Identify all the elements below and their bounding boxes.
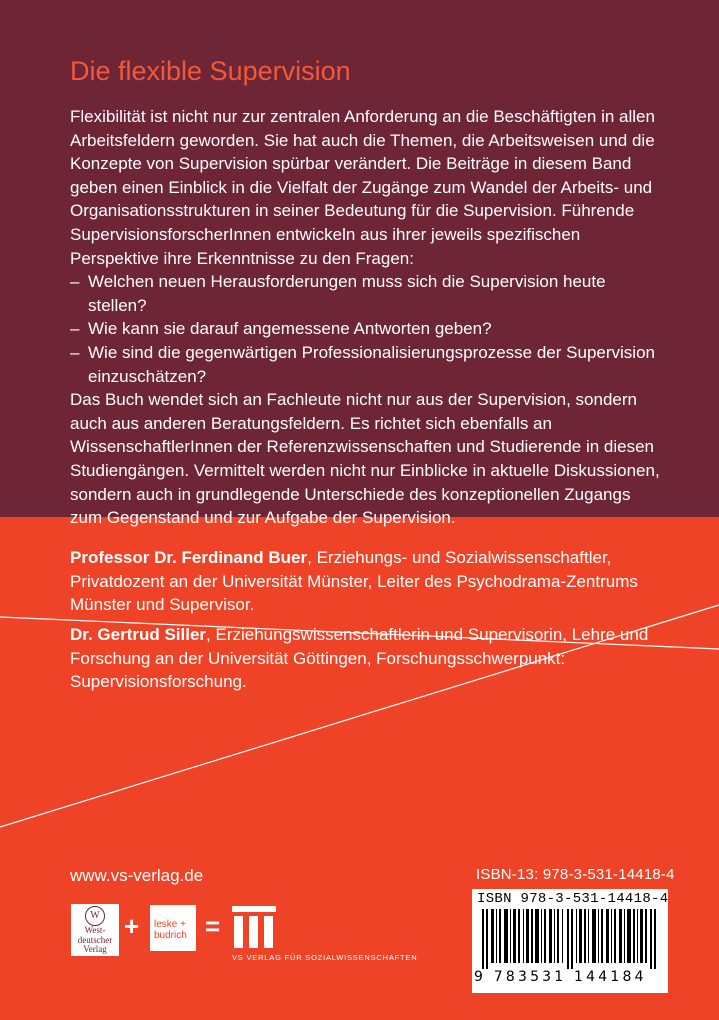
question-item: – Wie sind die gegenwärtigen Professionalisierungsprozesse der Supervision einzuschätzen? xyxy=(70,341,660,388)
question-item: – Wie kann sie darauf angemessene Antworten geben? xyxy=(70,317,660,341)
barcode xyxy=(472,889,668,993)
author-buer xyxy=(70,546,660,617)
leske-budrich-logo: leske + budrich xyxy=(150,905,196,951)
barcode-bars xyxy=(482,909,662,969)
book-title: Die flexible Supervision xyxy=(70,56,351,86)
plus-sign: + xyxy=(124,911,140,941)
blurb-intro: Flexibilität ist nicht nur zur zentralen Anforderung an die Beschäftigten in allen Arbeitsfeldern geworden. Sie hat auch die Themen, die Arbeitsweisen und die Konzepte von Supervision spürbar verändert. Die Beiträge in diesem Band geben einen Einblick in die Vielfalt der Zugänge zum Wandel der Arbeits- und Organisationsstrukturen in seiner Bedeutung für die Supervision. Führende SupervisionsforscherInnen entwickeln aus ihrer jeweils spezifischen Perspektive ihre Erkenntnisse zu den Fragen: xyxy=(70,107,655,268)
author-bio: , Erziehungswissenschaftlerin und Supervisorin, Lehre und Forschung an der Universität Göttingen, Forschungsschwerpunkt: Supervisionsforschung. xyxy=(70,625,649,692)
vs-verlag-mark-icon xyxy=(232,906,276,948)
blurb-outro: Das Buch wendet sich an Fachleute nicht nur aus der Supervision, sondern auch aus anderen Beratungsfeldern. Es richtet sich ebenfalls an WissenschaftlerInnen der Referenzwissenschaften und Studierende in diesen Studiengängen. Vermittelt werden nicht nur Einblicke in aktuelle Diskussionen, sondern auch in grundlegende Unterschiede des konzeptionellen Zugangs zum Gegenstand und zur Aufgabe der Supervision. xyxy=(70,390,660,528)
author-name: Dr. Gertrud Siller xyxy=(70,625,207,644)
blurb-text xyxy=(70,105,660,530)
isbn-13: ISBN-13: 978-3-531-14418-4 xyxy=(476,866,675,883)
author-bio: , Erziehungs- und Sozialwissenschaftler, Privatdozent an der Universität Münster, Leiter des Psychodrama-Zentrums Münster und Supervisor. xyxy=(70,548,638,615)
vs-verlag-label: VS VERLAG FÜR SOZIALWISSENSCHAFTEN xyxy=(232,953,418,962)
ean-digits: 9 783531 144184 xyxy=(474,969,647,985)
publisher-url: www.vs-verlag.de xyxy=(70,866,204,885)
author-siller xyxy=(70,623,660,694)
question-item: – Welchen neuen Herausforderungen muss sich die Supervision heute stellen? xyxy=(70,270,660,317)
question-list xyxy=(70,270,660,388)
equals-sign: = xyxy=(205,911,221,941)
author-name: Professor Dr. Ferdinand Buer xyxy=(70,548,308,567)
westdeutscher-verlag-logo: W West-deutscher Verlag xyxy=(71,904,119,956)
isbn-ocr-text: ISBN 978-3-531-14418-4 xyxy=(477,891,669,907)
